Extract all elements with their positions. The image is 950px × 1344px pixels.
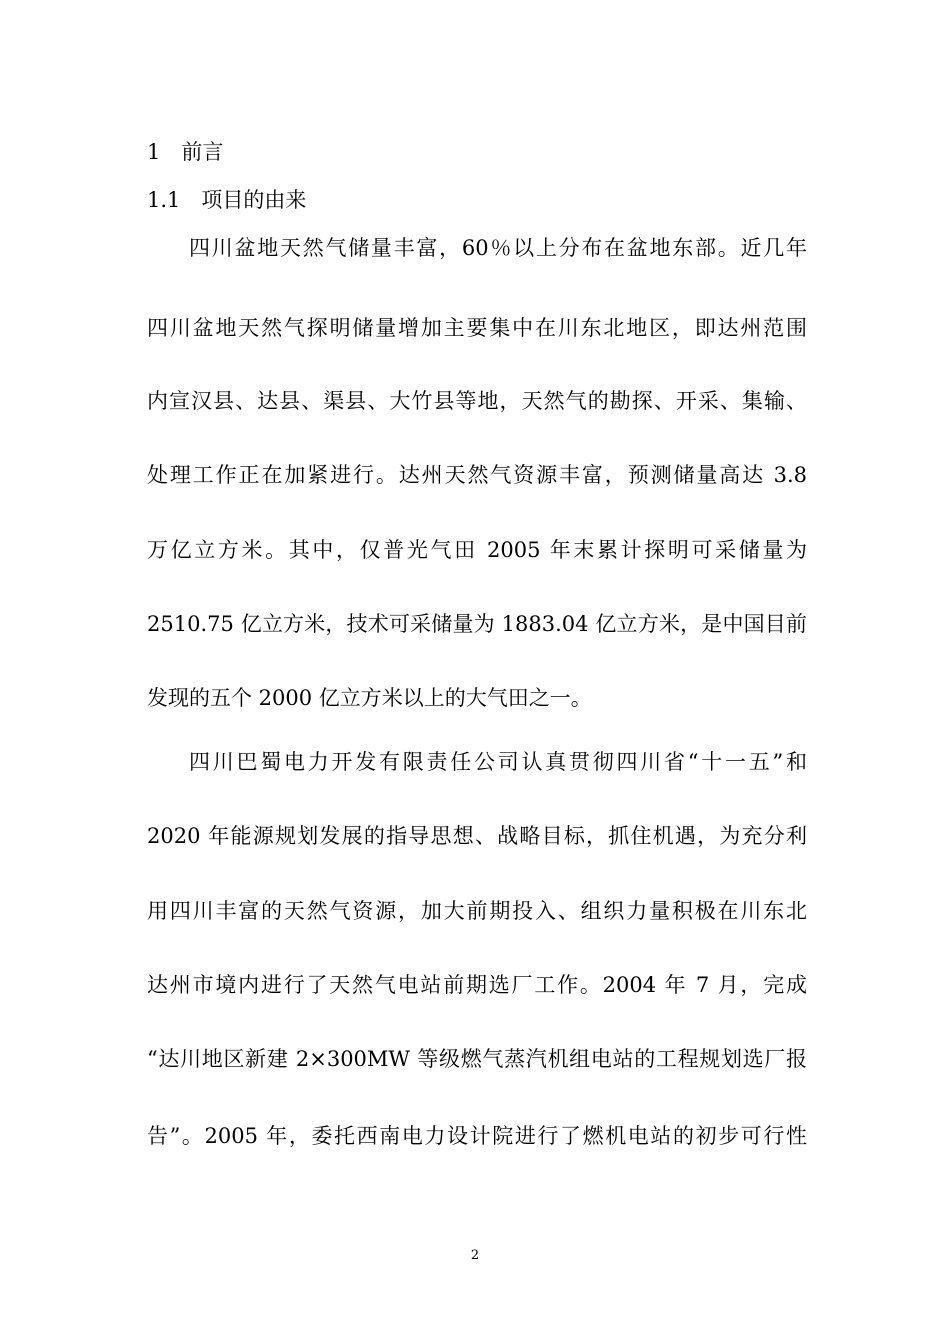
paragraph-line: 2510.75 亿立方米，技术可采储量为 1883.04 亿立方米，是中国目前 xyxy=(147,612,807,636)
paragraph-line: 达州市境内进行了天然气电站前期选厂工作。2004 年 7 月，完成 xyxy=(147,973,807,997)
paragraph-line: 四川盆地天然气储量丰富，60％以上分布在盆地东部。近几年 xyxy=(189,236,807,260)
paragraph-line: 内宣汉县、达县、渠县、大竹县等地，天然气的勘探、开采、集输、 xyxy=(147,389,807,413)
paragraph-line: 发现的五个 2000 亿立方米以上的大气田之一。 xyxy=(147,686,592,710)
section-heading: 1 前言 xyxy=(147,140,224,164)
subsection-heading: 1.1 项目的由来 xyxy=(147,188,307,212)
paragraph-line: 四川巴蜀电力开发有限责任公司认真贯彻四川省“十一五”和 xyxy=(189,750,807,774)
paragraph-line: 万亿立方米。其中，仅普光气田 2005 年末累计探明可采储量为 xyxy=(147,538,807,562)
paragraph-line: “达川地区新建 2×300MW 等级燃气蒸汽机组电站的工程规划选厂报 xyxy=(147,1047,807,1071)
paragraph-line: 处理工作正在加紧进行。达州天然气资源丰富，预测储量高达 3.8 xyxy=(147,463,807,487)
page-number: 2 xyxy=(470,1248,480,1263)
paragraph-line: 2020 年能源规划发展的指导思想、战略目标，抓住机遇，为充分利 xyxy=(147,824,807,848)
paragraph-line: 用四川丰富的天然气资源，加大前期投入、组织力量积极在川东北 xyxy=(147,899,807,923)
paragraph-line: 告”。2005 年，委托西南电力设计院进行了燃机电站的初步可行性 xyxy=(147,1124,807,1148)
paragraph-line: 四川盆地天然气探明储量增加主要集中在川东北地区，即达州范围 xyxy=(147,316,807,340)
